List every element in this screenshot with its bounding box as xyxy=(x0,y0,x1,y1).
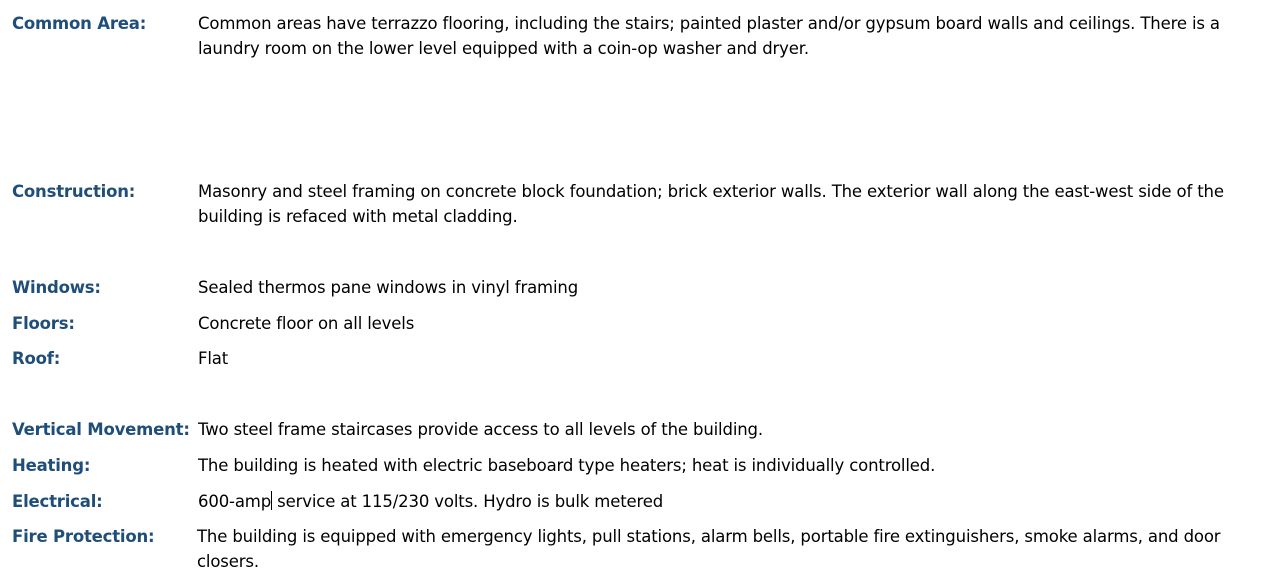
windows-label: Windows: xyxy=(12,278,101,297)
construction-value: Masonry and steel framing on concrete block foundation; brick exterior walls. The exterior wall along the east-west side of the building is refaced with metal cladding. xyxy=(198,182,1224,226)
floors-value: Concrete floor on all levels xyxy=(198,314,415,333)
electrical-value[interactable] xyxy=(198,489,1256,514)
electrical-label: Electrical: xyxy=(12,492,103,511)
fire-protection-value: The building is equipped with emergency lights, pull stations, alarm bells, portable fire extinguishers, smoke alarms, and door closers. xyxy=(197,527,1221,571)
fire-protection-label: Fire Protection: xyxy=(12,527,155,546)
heating-value: The building is heated with electric baseboard type heaters; heat is individually controlled. xyxy=(198,456,936,475)
roof-label: Roof: xyxy=(12,349,61,368)
common-area-value: Common areas have terrazzo flooring, including the stairs; painted plaster and/or gypsum board walls and ceilings. There is a laundry room on the lower level equipped with a coin-op washer and dryer. xyxy=(198,14,1220,58)
construction-label: Construction: xyxy=(12,182,136,201)
electrical-value-part2: service at 115/230 volts. Hydro is bulk metered xyxy=(272,492,664,511)
heating-label: Heating: xyxy=(12,456,91,475)
floors-label: Floors: xyxy=(12,314,75,333)
windows-value: Sealed thermos pane windows in vinyl framing xyxy=(198,278,579,297)
vertical-movement-label: Vertical Movement: xyxy=(12,420,190,439)
roof-value: Flat xyxy=(198,349,229,368)
common-area-label: Common Area: xyxy=(12,14,147,33)
vertical-movement-value: Two steel frame staircases provide access to all levels of the building. xyxy=(198,420,763,439)
electrical-value-part1: 600-amp xyxy=(198,492,272,511)
